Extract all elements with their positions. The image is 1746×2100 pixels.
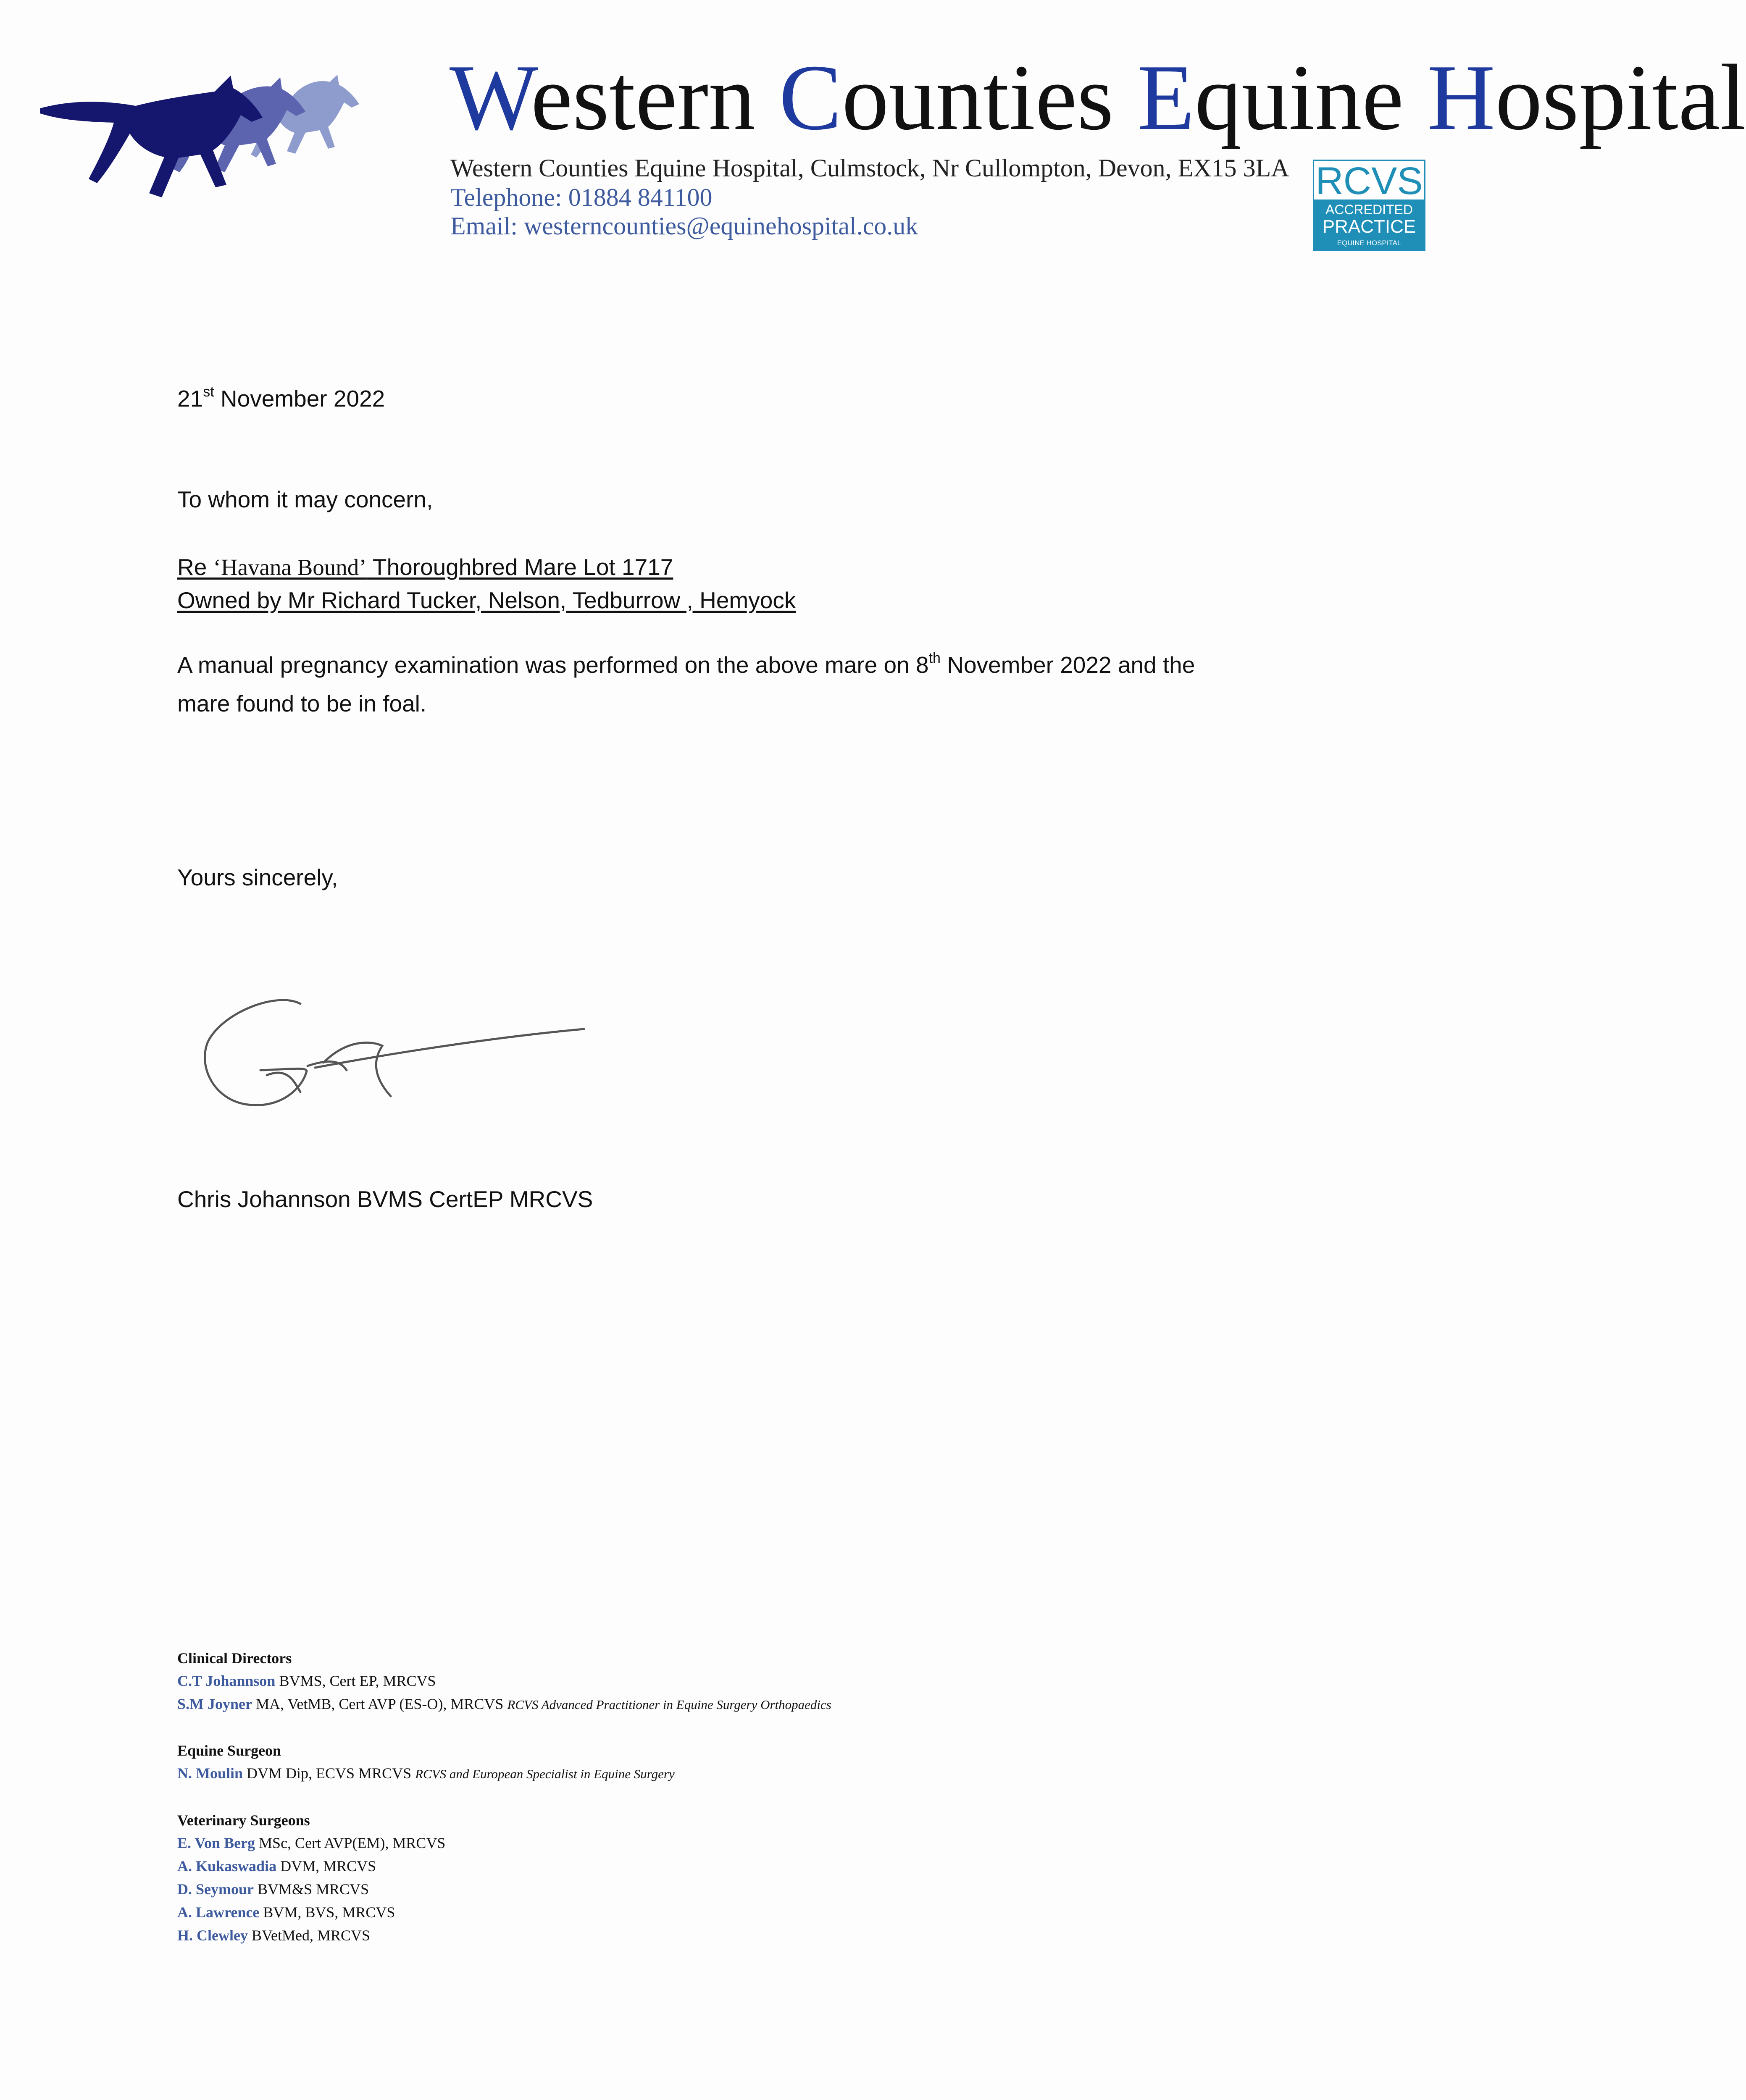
date-rest: November 2022 [214, 386, 385, 412]
subject-rest: Thoroughbred Mare Lot 1717 [366, 554, 673, 580]
staff-name: A. Lawrence [177, 1904, 260, 1921]
para-part: A manual pregnancy examination was performed on the above mare on 8 [177, 652, 929, 678]
staff-line [177, 1673, 436, 1688]
letter-closing: Yours sincerely, [177, 864, 338, 890]
staff-line [177, 1858, 376, 1874]
staff-quals: BVetMed, MRCVS [247, 1927, 371, 1944]
name-rest: quine [1194, 45, 1428, 150]
rcvs-badge-line: PRACTICE [1322, 216, 1416, 237]
letter-paragraph-line: mare found to be in foal. [177, 690, 427, 717]
rcvs-badge-title: RCVS [1314, 161, 1424, 200]
staff-note: RCVS and European Specialist in Equine Surgery [415, 1767, 675, 1781]
hospital-telephone: Telephone: 01884 841100 [450, 184, 713, 211]
letter-date [177, 384, 385, 412]
footer-heading-veterinary-surgeons: Veterinary Surgeons [177, 1812, 310, 1829]
name-rest: ounties [841, 45, 1137, 150]
staff-quals: DVM Dip, ECVS MRCVS [243, 1765, 415, 1782]
name-initial: C [779, 45, 842, 150]
staff-name: H. Clewley [177, 1927, 248, 1944]
staff-line [177, 1835, 445, 1851]
signatory-name: Chris Johannson BVMS CertEP MRCVS [177, 1186, 593, 1212]
footer-heading-clinical-directors: Clinical Directors [177, 1650, 292, 1667]
name-initial: W [450, 45, 531, 150]
staff-quals: BVM, BVS, MRCVS [259, 1904, 395, 1921]
rcvs-badge-line: EQUINE HOSPITAL [1337, 239, 1402, 247]
staff-note: RCVS Advanced Practitioner in Equine Surgery Orthopaedics [507, 1697, 831, 1712]
para-suffix: th [928, 650, 941, 666]
hospital-name [450, 45, 1746, 150]
staff-line [177, 1696, 831, 1712]
staff-name: S.M Joyner [177, 1696, 252, 1712]
rcvs-accredited-badge [1313, 160, 1425, 251]
staff-name: A. Kukaswadia [177, 1858, 277, 1874]
letter-paragraph-line [177, 650, 1195, 678]
date-suffix: st [203, 384, 214, 400]
name-initial: H [1427, 45, 1496, 150]
hospital-address: Western Counties Equine Hospital, Culmstock, Nr Cullompton, Devon, EX15 3LA [450, 154, 1289, 182]
horses-logo [23, 59, 401, 210]
para-part: November 2022 and the [940, 652, 1195, 678]
staff-name: E. Von Berg [177, 1835, 255, 1851]
letter-owner-line: Owned by Mr Richard Tucker, Nelson, Tedburrow , Hemyock [177, 587, 796, 613]
name-initial: E [1137, 45, 1195, 150]
date-day: 21 [177, 386, 203, 412]
rcvs-badge-line: ACCREDITED [1325, 202, 1413, 217]
staff-line [177, 1766, 675, 1781]
subject-prefix: Re [177, 554, 213, 580]
staff-name: C.T Johannson [177, 1672, 276, 1689]
letter-salutation: To whom it may concern, [177, 486, 433, 512]
staff-line [177, 1928, 370, 1943]
footer-heading-equine-surgeon: Equine Surgeon [177, 1742, 281, 1759]
handwritten-signature [197, 987, 592, 1121]
hospital-email: Email: westerncounties@equinehospital.co.uk [450, 212, 918, 240]
staff-line [177, 1905, 395, 1920]
subject-horse-name: ‘Havana Bound’ [213, 554, 367, 580]
name-rest: ospital [1495, 45, 1746, 150]
staff-quals: BVM&S MRCVS [254, 1881, 369, 1898]
staff-line [177, 1882, 369, 1897]
staff-quals: MSc, Cert AVP(EM), MRCVS [255, 1835, 446, 1851]
staff-name: D. Seymour [177, 1881, 254, 1898]
staff-quals: MA, VetMB, Cert AVP (ES-O), MRCVS [252, 1696, 507, 1712]
letter-subject [177, 556, 673, 579]
staff-name: N. Moulin [177, 1765, 243, 1782]
staff-quals: BVMS, Cert EP, MRCVS [275, 1672, 436, 1689]
name-rest: estern [531, 45, 779, 150]
staff-quals: DVM, MRCVS [276, 1858, 376, 1874]
